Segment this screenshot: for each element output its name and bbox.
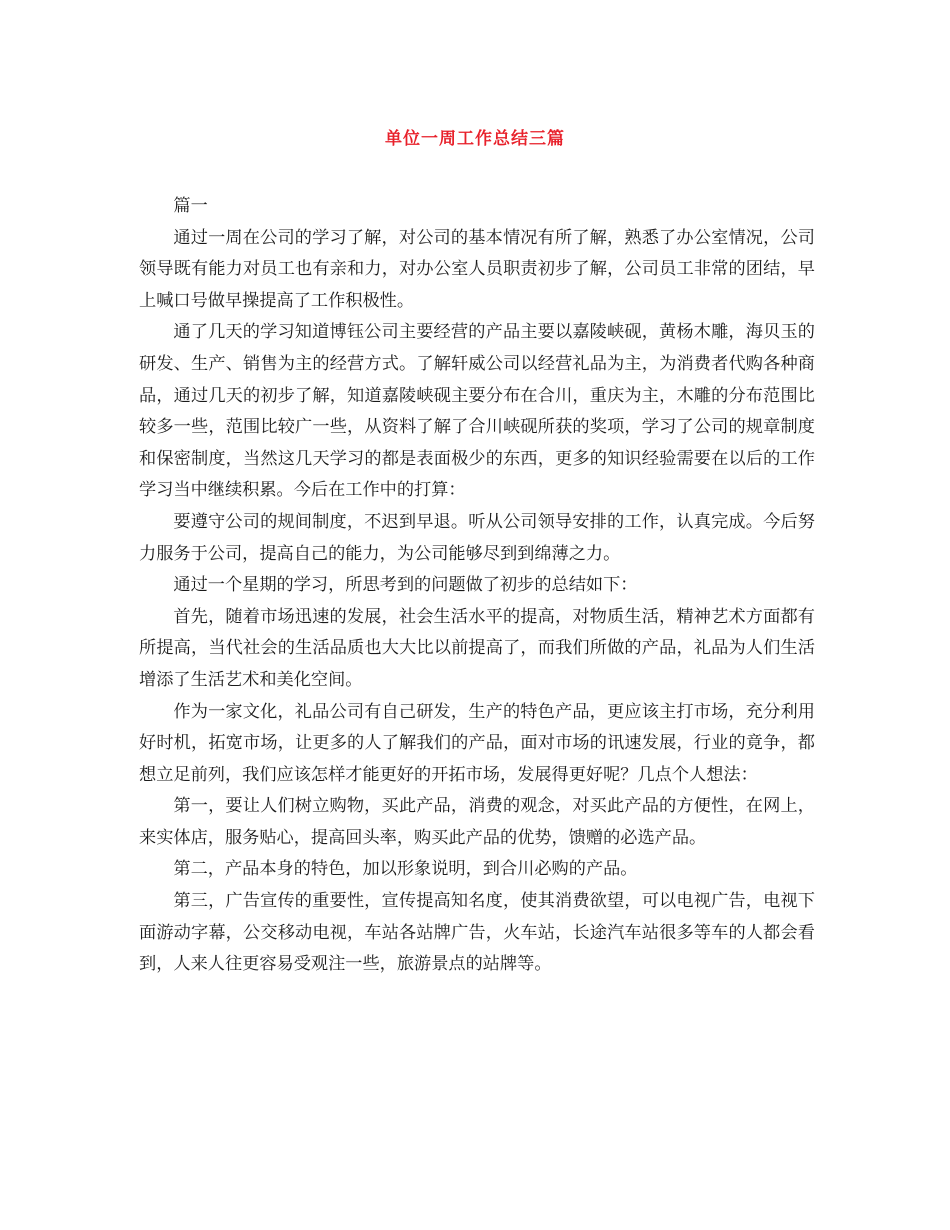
paragraph: 第三，广告宣传的重要性，宣传提高知名度，使其消费欲望，可以电视广告，电视下面游动字幕，公交移动电视，车站各站牌广告，火车站，长途汽车站很多等车的人都会看到，人来人往更容易受观注一些，旅游景点的站牌等。 [139, 891, 815, 975]
paragraph: 第一，要让人们树立购物，买此产品，消费的观念，对买此产品的方便性，在网上，来实体店，服务贴心，提高回头率，购买此产品的优势，馈赠的必选产品。 [139, 796, 815, 848]
paragraph: 要遵守公司的规间制度，不迟到早退。听从公司领导安排的工作，认真完成。今后努力服务于公司，提高自己的能力，为公司能够尽到到绵薄之力。 [139, 511, 815, 564]
document-title: 单位一周工作总结三篇 [385, 129, 565, 149]
document-body [139, 191, 815, 981]
paragraph: 通过一个星期的学习，所思考到的问题做了初步的总结如下： [173, 575, 638, 596]
paragraph: 首先，随着市场迅速的发展，社会生活水平的提高，对物质生活，精神艺术方面都有所提高，当代社会的生活品质也大大比以前提高了，而我们所做的产品，礼品为人们生活增添了生活艺术和美化空间。 [139, 606, 815, 690]
paragraph: 第二，产品本身的特色，加以形象说明，到合川必购的产品。 [173, 859, 638, 880]
paragraph: 通了几天的学习知道博钰公司主要经营的产品主要以嘉陵峡砚，黄杨木雕，海贝玉的研发、生产、销售为主的经营方式。了解轩威公司以经营礼品为主，为消费者代购各种商品，通过几天的初步了解，知道嘉陵峡砚主要分布在合川，重庆为主，木雕的分布范围比较多一些，范围比较广一些，从资料了解了合川峡砚所获的奖项，学习了公司的规章制度和保密制度，当然这几天学习的都是表面极少的东西，更多的知识经验需要在以后的工作学习当中继续积累。今后在工作中的打算： [139, 322, 815, 501]
paragraph: 作为一家文化，礼品公司有自己研发，生产的特色产品，更应该主打市场，充分利用好时机，拓宽市场，让更多的人了解我们的产品，面对市场的讯速发展，行业的竟争，都想立足前列，我们应该怎样才能更好的开拓市场，发展得更好呢？几点个人想法： [139, 701, 815, 785]
section-heading: 篇一 [173, 196, 208, 216]
paragraph: 通过一周在公司的学习了解，对公司的基本情况有所了解，熟悉了办公室情况，公司领导既有能力对员工也有亲和力，对办公室人员职责初步了解，公司员工非常的团结，早上喊口号做早操提高了工作积极性。 [139, 227, 815, 311]
